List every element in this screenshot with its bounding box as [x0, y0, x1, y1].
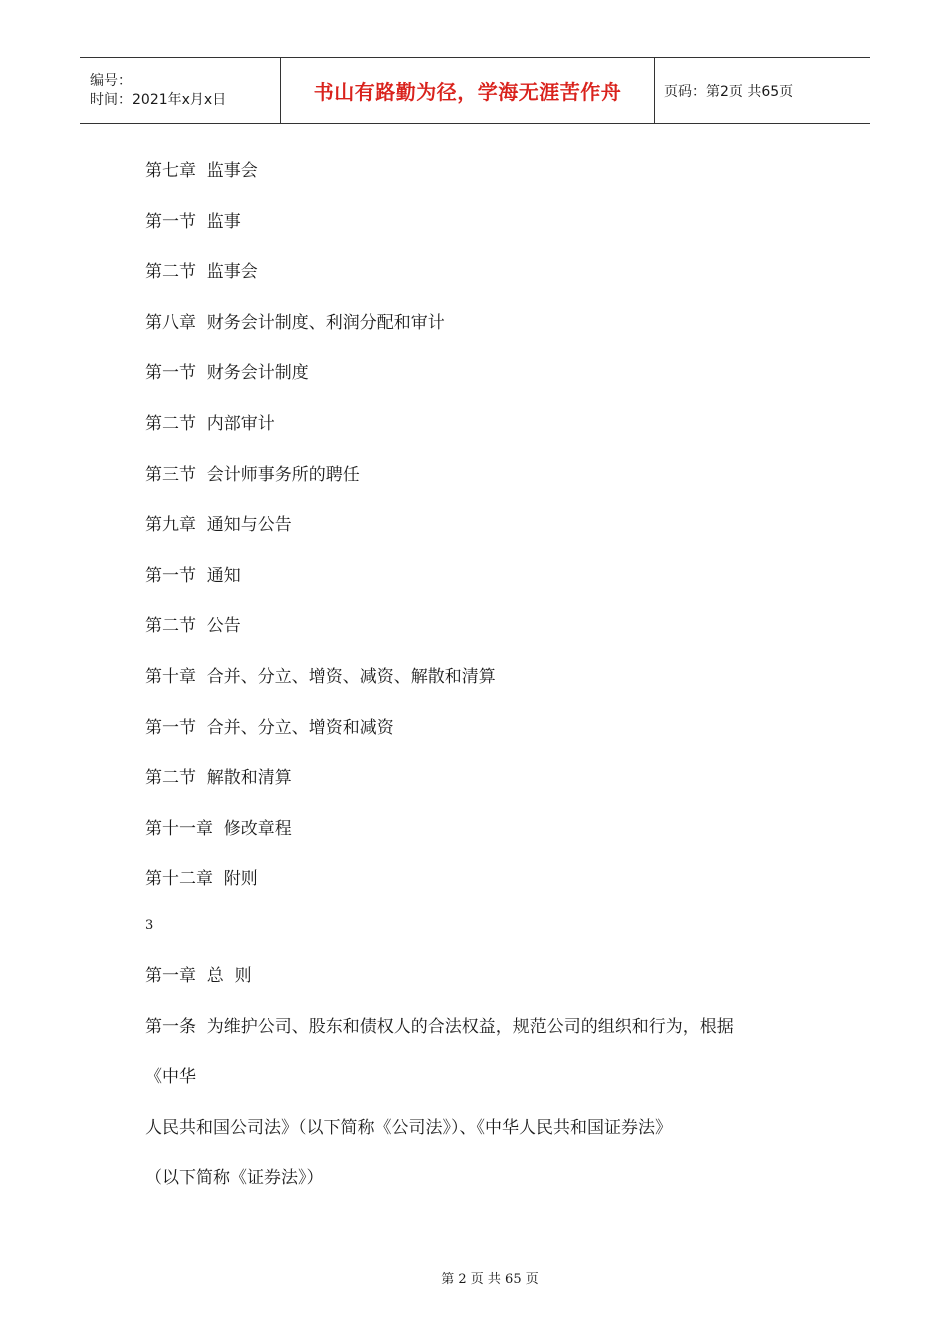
toc-line: 第一节 监事 — [145, 211, 241, 232]
document-body — [145, 155, 845, 1213]
page-header — [80, 57, 870, 124]
header-motto: 书山有路勤为径，学海无涯苦作舟 — [313, 80, 622, 104]
chapter-heading: 第一章 总 则 — [145, 965, 252, 986]
header-page-info: 页码：第2页 共65页 — [664, 83, 794, 100]
serial-number-label: 编号： — [90, 72, 132, 89]
toc-line: 第一节 通知 — [145, 565, 241, 586]
toc-line: 第二节 解散和清算 — [145, 768, 292, 789]
toc-line: 第九章 通知与公告 — [145, 515, 292, 536]
header-meta — [80, 58, 281, 123]
toc-line: 第八章 财务会计制度、利润分配和审计 — [145, 312, 445, 333]
toc-line: 第十章 合并、分立、增资、减资、解散和清算 — [145, 666, 496, 687]
toc-line: 第二节 监事会 — [145, 262, 258, 283]
body-paragraph-line: 第一条 为维护公司、股东和债权人的合法权益，规范公司的组织和行为，根据 — [145, 1016, 734, 1037]
body-paragraph-line: 《中华 — [145, 1067, 196, 1088]
toc-line: 第十二章 附则 — [145, 869, 258, 890]
date-label: 时间：2021年x月x日 — [90, 91, 227, 108]
body-paragraph-line: 人民共和国公司法》（以下简称《公司法》）、《中华人民共和国证券法》 — [145, 1117, 672, 1138]
header-motto-cell — [281, 58, 655, 123]
toc-line: 第十一章 修改章程 — [145, 818, 292, 839]
header-page-info-cell — [655, 58, 870, 123]
toc-line: 第二节 内部审计 — [145, 413, 275, 434]
page-marker: 3 — [145, 917, 154, 933]
toc-line: 第一节 合并、分立、增资和减资 — [145, 717, 394, 738]
toc-line: 第七章 监事会 — [145, 161, 258, 181]
body-paragraph-line: （以下简称《证券法》） — [145, 1168, 324, 1189]
toc-line: 第一节 财务会计制度 — [145, 363, 309, 384]
toc-line: 第三节 会计师事务所的聘任 — [145, 464, 360, 485]
toc-line: 第二节 公告 — [145, 616, 241, 637]
page-footer: 第 2 页 共 65 页 — [441, 1272, 539, 1287]
